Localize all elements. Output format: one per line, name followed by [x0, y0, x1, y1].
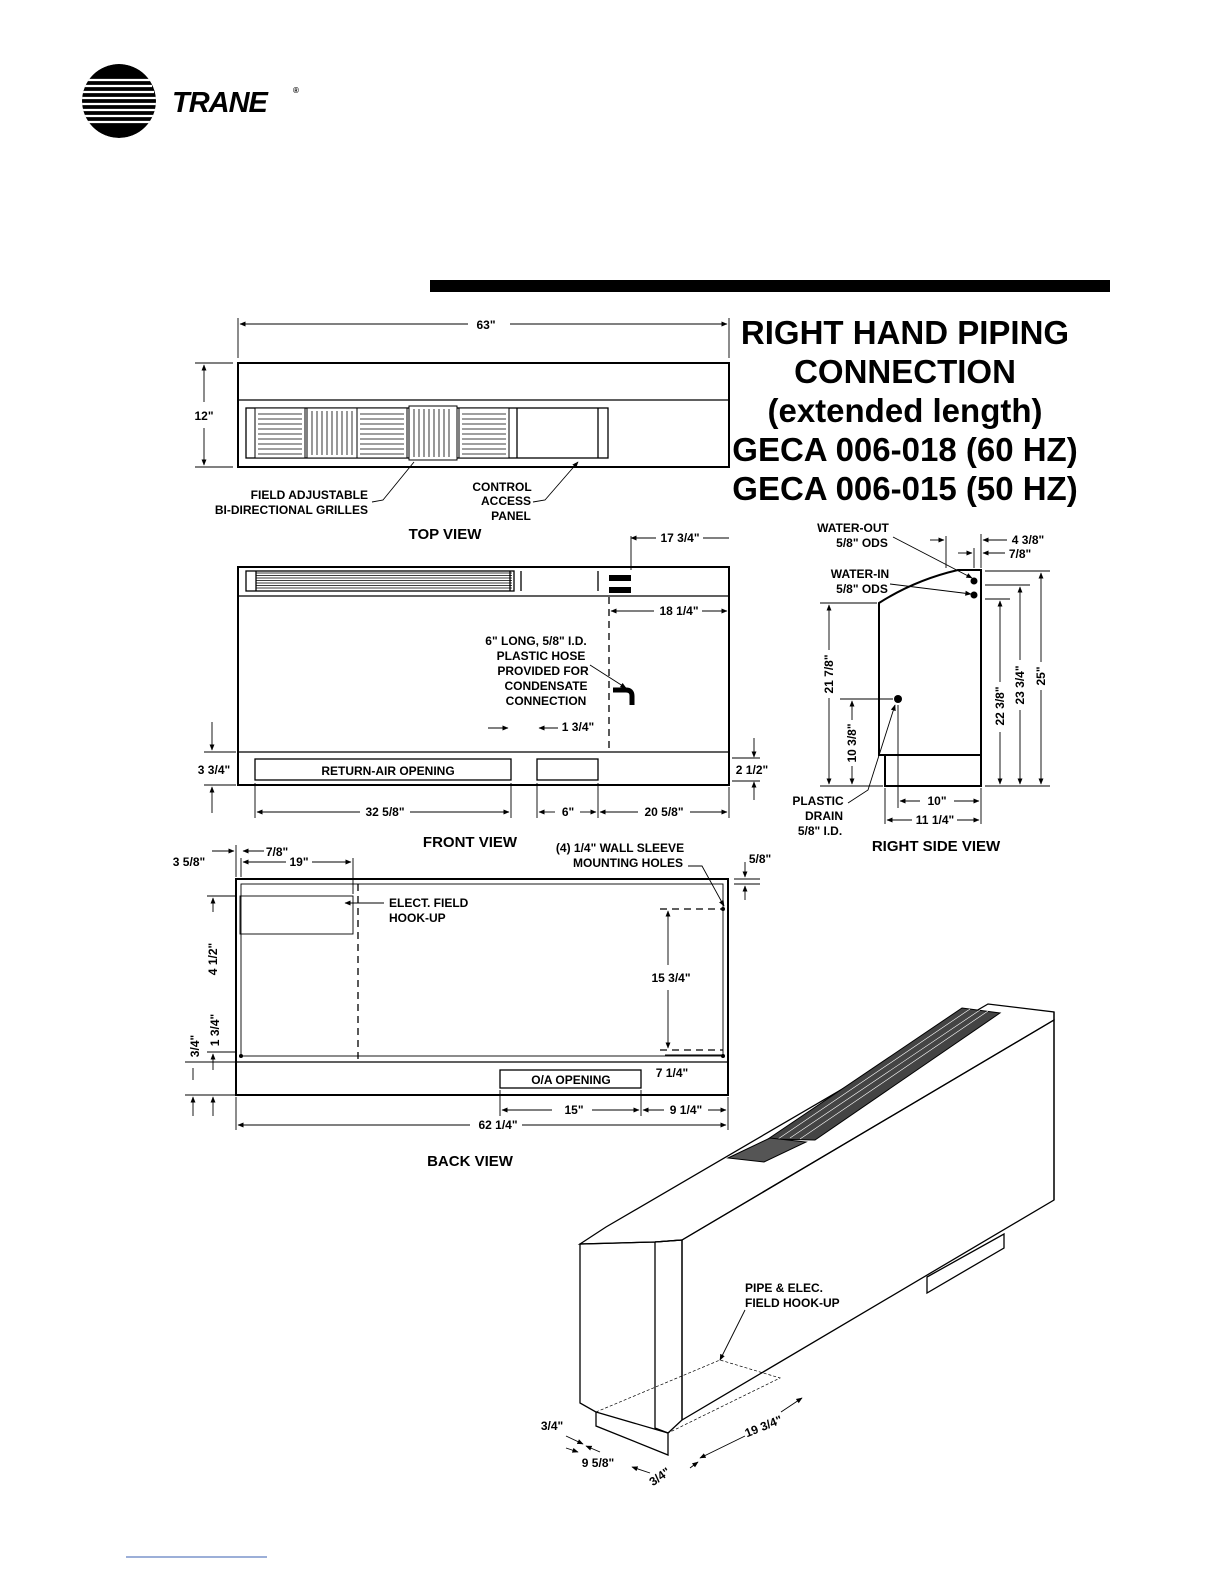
iso-pipe-1: PIPE & ELEC.: [745, 1281, 824, 1295]
drain-3: 5/8" I.D.: [797, 824, 843, 838]
hose-note-2: PLASTIC HOSE: [496, 649, 586, 663]
title-back-view: BACK VIEW: [427, 1153, 513, 1170]
header-rule: [430, 280, 1110, 292]
title-line-4: GECA 006-018 (60 HZ): [732, 431, 1078, 468]
drain-2: DRAIN: [805, 809, 843, 823]
dim-side-10-3-8: 10 3/8": [845, 723, 859, 763]
isometric-view: [541, 1004, 1054, 1489]
top-grilles: [255, 406, 598, 460]
back-view: [173, 841, 771, 1170]
water-in-2: 5/8" ODS: [836, 582, 888, 596]
trane-logo: [80, 64, 299, 138]
dim-front-1-3-4: 1 3/4": [561, 720, 595, 734]
dim-front-32-5-8: 32 5/8": [365, 805, 405, 819]
label-grilles-2: BI-DIRECTIONAL GRILLES: [214, 503, 368, 517]
dim-back-15-3-4: 15 3/4": [651, 971, 691, 985]
top-view: [194, 318, 729, 543]
dim-front-3-3-4: 3 3/4": [197, 763, 231, 777]
dim-side-23-3-4: 23 3/4": [1013, 665, 1027, 705]
dim-front-20-5-8: 20 5/8": [644, 805, 684, 819]
dim-top-width: 63": [476, 318, 496, 332]
iso-dim-3-4-a: 3/4": [540, 1419, 564, 1433]
dim-back-1-3-4: 1 3/4": [208, 1013, 222, 1047]
iso-dim-3-4-b: 3/4": [646, 1464, 673, 1489]
label-panel-1: CONTROL: [472, 480, 532, 494]
dim-top-depth: 12": [194, 409, 214, 423]
hose-note-3: PROVIDED FOR: [497, 664, 589, 678]
dim-side-21-7-8: 21 7/8": [822, 654, 836, 694]
dim-side-7-8: 7/8": [1008, 547, 1032, 561]
label-panel-3: PANEL: [491, 509, 531, 523]
page-title: [732, 314, 1077, 507]
water-in-1: WATER-IN: [830, 567, 890, 581]
dim-back-4-1-2: 4 1/2": [206, 942, 220, 976]
title-line-2: CONNECTION: [794, 353, 1016, 390]
label-grilles-1: FIELD ADJUSTABLE: [250, 488, 368, 502]
dim-side-10: 10": [927, 794, 947, 808]
trane-globe-icon: [80, 64, 158, 138]
title-line-3: (extended length): [767, 392, 1043, 429]
registered-mark: ®: [293, 86, 299, 95]
dim-back-3-5-8: 3 5/8": [172, 855, 206, 869]
hose-note-5: CONNECTION: [505, 694, 587, 708]
dim-front-2-1-2: 2 1/2": [735, 763, 769, 777]
water-out-1: WATER-OUT: [817, 521, 889, 535]
iso-dim-19-3-4: 19 3/4": [742, 1412, 785, 1441]
dim-front-18-1-4: 18 1/4": [659, 604, 699, 618]
dim-front-17-3-4: 17 3/4": [660, 531, 700, 545]
brand-name: TRANE: [172, 87, 267, 119]
iso-dim-9-5-8: 9 5/8": [581, 1456, 615, 1470]
dim-back-19: 19": [289, 855, 309, 869]
dim-side-22-3-8: 22 3/8": [993, 686, 1007, 726]
water-out-2: 5/8" ODS: [836, 536, 888, 550]
dim-back-3-4: 3/4": [188, 1034, 202, 1058]
dim-side-25: 25": [1034, 666, 1048, 686]
right-side-view: [792, 521, 1050, 855]
label-panel-2: ACCESS: [480, 494, 532, 508]
dim-front-6: 6": [561, 805, 575, 819]
title-right-side-view: RIGHT SIDE VIEW: [871, 838, 1001, 855]
title-line-5: GECA 006-015 (50 HZ): [732, 470, 1078, 507]
elect-2: HOOK-UP: [389, 911, 446, 925]
wall-sleeve-2: MOUNTING HOLES: [573, 856, 683, 870]
dim-back-62-1-4: 62 1/4": [478, 1118, 518, 1132]
drain-1: PLASTIC: [792, 794, 844, 808]
dim-back-7-8: 7/8": [265, 845, 289, 859]
title-top-view: TOP VIEW: [408, 526, 482, 543]
dim-back-15: 15": [564, 1103, 584, 1117]
dim-back-5-8: 5/8": [748, 852, 772, 866]
dim-back-7-1-4: 7 1/4": [655, 1066, 689, 1080]
iso-pipe-2: FIELD HOOK-UP: [745, 1296, 840, 1310]
title-line-1: RIGHT HAND PIPING: [740, 314, 1070, 351]
wall-sleeve-1: (4) 1/4" WALL SLEEVE: [555, 841, 685, 855]
title-front-view: FRONT VIEW: [422, 834, 518, 851]
elect-1: ELECT. FIELD: [389, 896, 469, 910]
hose-note-1: 6" LONG, 5/8" I.D.: [485, 634, 587, 648]
dim-side-11-1-4: 11 1/4": [915, 813, 955, 827]
dim-back-9-1-4: 9 1/4": [669, 1103, 703, 1117]
oa-opening-label: O/A OPENING: [531, 1073, 611, 1087]
return-air-label: RETURN-AIR OPENING: [321, 764, 455, 778]
dim-side-4-3-8: 4 3/8": [1011, 533, 1045, 547]
hose-note-4: CONDENSATE: [504, 679, 588, 693]
front-view: [198, 531, 768, 851]
